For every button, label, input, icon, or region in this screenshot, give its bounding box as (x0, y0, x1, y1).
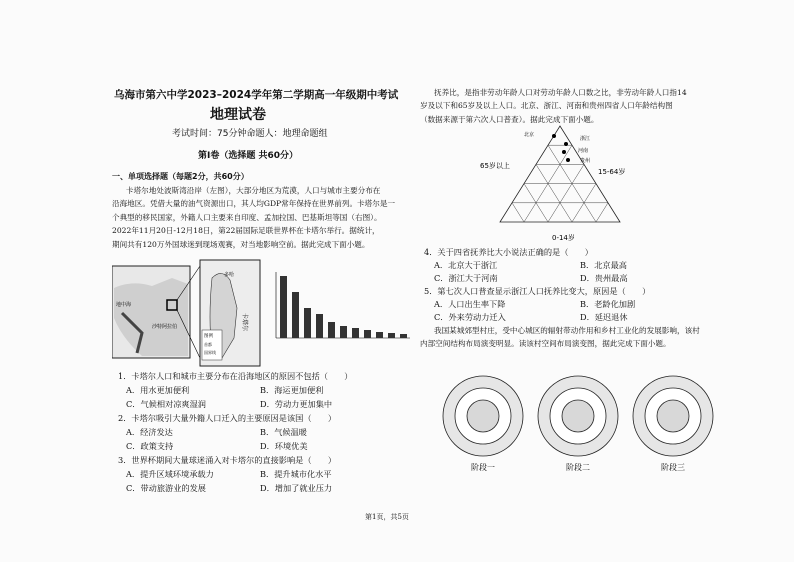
option[interactable]: C．外来劳动力迁入 (434, 312, 506, 322)
option[interactable]: D．环境优美 (260, 441, 308, 451)
expat-bar (304, 308, 311, 338)
right-column (420, 0, 720, 562)
qatar-passage: 卡塔尔地处波斯湾沿岸（左图），大部分地区为荒漠，人口与城市主要分布在 沿海地区。凭借大量的油气资源出口，其人均GDP常年保持在世界前列。卡塔尔是一 个典型的移民国家，外籍人口主要来自印度、孟加拉国、巴基斯坦等国（右图）。 2022年11月20日-12月18日，第22届国际足联世界杯在卡塔尔举行。据统计， 期间共有120万外国球迷到现场观赛，对当地影响空前。据此完成下面小题。 (112, 186, 396, 249)
exam-title: 乌海市第六中学2023–2024学年第二学期高一年级期中考试 (114, 89, 399, 101)
stage-label: 阶段三 (661, 463, 685, 472)
option[interactable]: B．北京最高 (580, 260, 627, 270)
option[interactable]: A．提升区域环境承载力 (126, 469, 214, 479)
axis-0-14: 0-14岁 (552, 234, 575, 242)
question-3: 3．世界杯期间大量球迷涌入对卡塔尔的直接影响是（ ） (118, 455, 337, 465)
option[interactable]: C．带动旅游业的发展 (126, 483, 206, 493)
option[interactable]: B．气候温暖 (260, 427, 307, 437)
option[interactable]: D．贵州最高 (580, 273, 628, 283)
expat-bar (352, 328, 359, 338)
map-label-med: 地中海 (116, 302, 132, 308)
option[interactable]: D．增加了就业压力 (260, 483, 333, 493)
expat-bar (316, 314, 323, 338)
stage-ring (562, 400, 594, 432)
question-5: 5．第七次人口普查显示浙江人口抚养比变大，原因是（ ） (424, 286, 651, 296)
option[interactable]: C．浙江大于河南 (434, 273, 498, 283)
option[interactable]: A．人口出生率下降 (434, 299, 506, 309)
expat-bar (376, 332, 383, 338)
option[interactable]: B．海运更加便利 (260, 385, 324, 395)
stage-label: 阶段二 (566, 463, 590, 472)
expat-bar (364, 330, 371, 338)
expat-bar (388, 333, 395, 338)
map-legend-capital: 首都 (204, 342, 212, 347)
expat-bar (280, 276, 287, 338)
village-stage-diagrams (428, 374, 728, 474)
option[interactable]: C．气候相对凉爽湿润 (126, 399, 206, 409)
expat-bar (340, 326, 347, 338)
stage-ring (467, 400, 499, 432)
option[interactable]: C．政策支持 (126, 441, 174, 451)
pt-guizhou: 贵州 (580, 158, 591, 164)
exam-info: 考试时间：75分钟命题人：地理命题组 (172, 129, 328, 139)
stage-label: 阶段一 (471, 463, 495, 472)
page-footer: 第1页，共5页 (365, 513, 409, 521)
option[interactable]: D．劳动力更加集中 (260, 399, 333, 409)
qatar-map (112, 258, 262, 368)
question-4: 4．关于四省抚养比大小说法正确的是（ ） (424, 247, 593, 257)
question-2: 2．卡塔尔吸引大量外籍人口迁入的主要原因是该国（ ） (118, 413, 337, 423)
ternary-age-diagram (480, 122, 670, 248)
option[interactable]: D．延迟退休 (580, 312, 628, 322)
map-label-qatar: 卡塔尔 (241, 313, 248, 332)
paper-subtitle: 地理试卷 (210, 107, 266, 123)
option[interactable]: A．北京大于浙江 (434, 260, 498, 270)
option[interactable]: A．经济发达 (126, 427, 173, 437)
pt-beijing: 北京 (524, 132, 535, 138)
axis-65plus: 65岁以上 (480, 162, 510, 170)
map-label-saudi: 沙特阿拉伯 (152, 324, 178, 330)
stage-ring (657, 400, 689, 432)
expat-bar-chart (264, 268, 414, 364)
left-column (110, 0, 410, 562)
pt-zhejiang: 浙江 (580, 136, 591, 142)
dependency-passage: 抚养比，是指非劳动年龄人口对劳动年龄人口数之比，非劳动年龄人口指14 岁及以下和65岁及以上人口。北京、浙江、河南和贵州四省人口年龄结构图 （数据来源于第六次人口普查）。据此完成下面小题。 (420, 88, 687, 124)
pt-henan: 河南 (578, 148, 589, 154)
village-passage: 我国某城郊型村庄，受中心城区的辐射带动作用和乡村工业化的发展影响，该村 内部空间结构布局演变明显。读该村空间布局演变图，据此完成下面小题。 (420, 326, 700, 349)
section-title: 第Ⅰ卷（选择题 共60分） (198, 151, 299, 161)
option[interactable]: B．老龄化加剧 (580, 299, 636, 309)
expat-bar (292, 292, 299, 338)
expat-bar (400, 334, 407, 338)
question-1: 1．卡塔尔人口和城市主要分布在沿海地区的原因不包括（ ） (118, 371, 353, 381)
part1-heading: 一、单项选择题（每题2分，共60分） (112, 172, 249, 181)
option[interactable]: B．提升城市化水平 (260, 469, 332, 479)
map-legend-title: 图例 (204, 334, 213, 339)
expat-bar (328, 322, 335, 338)
map-label-doha: 多哈 (224, 272, 235, 278)
axis-15-64: 15-64岁 (598, 168, 626, 176)
option[interactable]: A．用水更加便利 (126, 385, 190, 395)
map-legend-border: 国界线 (204, 350, 216, 355)
